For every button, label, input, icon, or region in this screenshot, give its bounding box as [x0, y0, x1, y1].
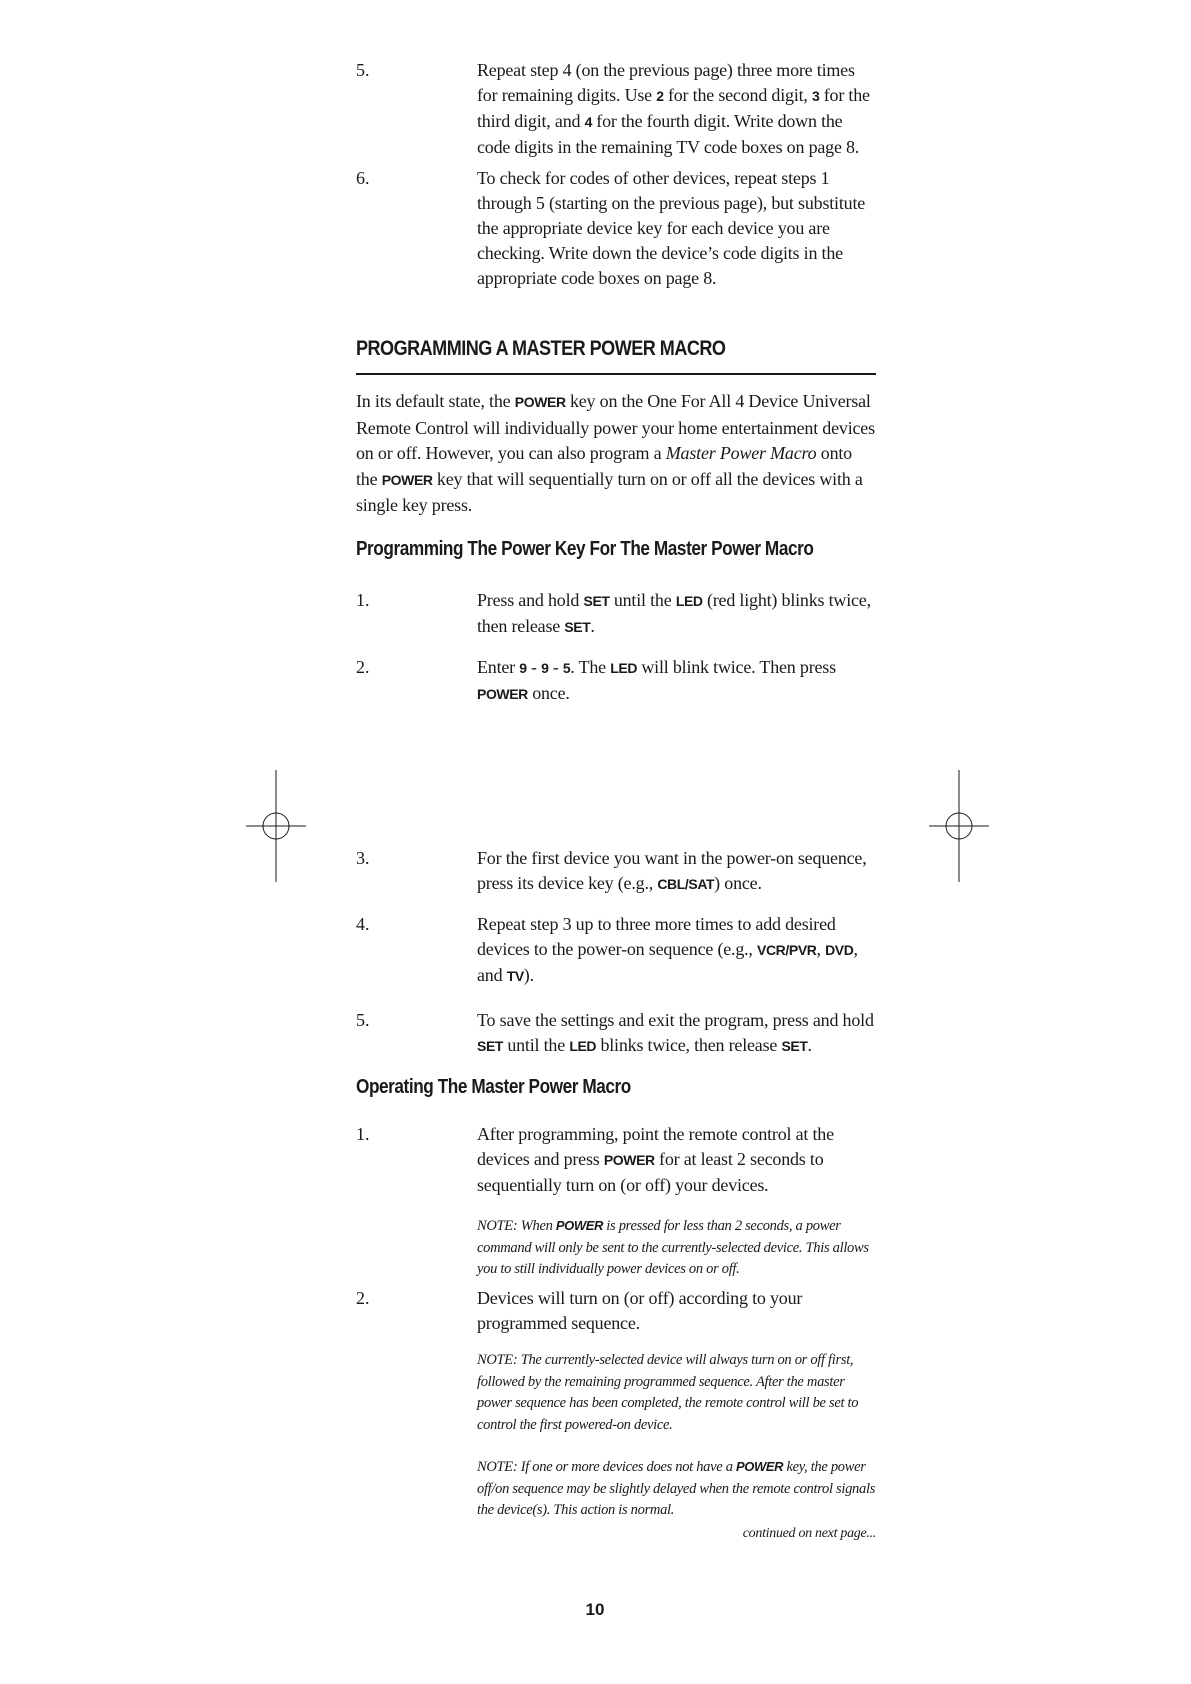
key-label: 9 [541, 660, 549, 676]
key-label: 2 [656, 88, 664, 104]
text-run: In its default state, the [356, 391, 515, 411]
text-run: until the [609, 590, 676, 610]
step-text [477, 1008, 876, 1059]
key-label: LED [610, 660, 638, 676]
step-text [477, 846, 876, 897]
step-text [477, 1286, 876, 1336]
subsection-title-operating: Operating The Master Power Macro [356, 1076, 631, 1098]
step-number: 4. [356, 914, 370, 934]
registration-mark-left-icon [246, 770, 306, 882]
step-number: 5. [356, 60, 370, 80]
key-label: 5 [562, 660, 571, 676]
step-number: 6. [356, 168, 370, 188]
step-number: 5. [356, 1010, 370, 1030]
text-run: for the second digit, [663, 85, 813, 105]
text-run: , and [477, 939, 858, 985]
step-number: 2. [356, 657, 370, 677]
step-text [477, 588, 876, 640]
text-run: After programming, point the remote control at the devices and press [477, 1124, 834, 1169]
text-run: is pressed for less than 2 seconds, a power command will only be sent to the currently-selected device. This allows you to still individually power devices on or off. [477, 1218, 869, 1277]
key-label: DVD [825, 942, 854, 958]
emphasis-text: Master Power Macro [665, 443, 817, 463]
text-run: Press and hold [477, 590, 584, 610]
key-label: SET [564, 619, 591, 635]
text-run: onto the [356, 443, 852, 489]
key-label: 9 [519, 660, 527, 676]
text-run: Enter [477, 657, 520, 677]
step-text [477, 1122, 876, 1198]
step-text [477, 912, 876, 989]
text-run: To save the settings and exit the program, press and hold [477, 1010, 874, 1030]
note-selected-device [477, 1350, 876, 1436]
text-run: . [807, 1035, 812, 1055]
key-label: CBL/SAT [657, 876, 715, 892]
step-text [477, 58, 876, 160]
subsection-title-programming: Programming The Power Key For The Master Power Macro [356, 538, 814, 560]
step-number: 3. [356, 848, 370, 868]
text-run: . The [570, 657, 611, 677]
text-run: . [590, 616, 595, 636]
key-label: 3 [812, 88, 820, 104]
note-missing-power-key [477, 1456, 876, 1522]
section-title: PROGRAMMING A MASTER POWER MACRO [356, 337, 726, 360]
text-run: once. [527, 683, 570, 703]
text-run: - [548, 657, 563, 677]
text-run: until the [503, 1035, 570, 1055]
key-label: LED [675, 593, 703, 609]
text-run: Repeat step 3 up to three more times to add desired devices to the power-on sequence (e.g., [477, 914, 836, 959]
text-run: for the fourth digit. Write down the code digits in the remaining TV code boxes on page 8. [477, 111, 860, 157]
text-run: NOTE: If one or more devices does not have a [477, 1459, 736, 1475]
key-label: POWER [514, 394, 566, 410]
text-run: key that will sequentially turn on or off all the devices with a single key press. [356, 468, 863, 515]
key-label: POWER [381, 471, 433, 488]
text-run: for the third digit, and [477, 85, 870, 131]
text-run: NOTE: When [477, 1218, 556, 1234]
key-label: POWER [603, 1152, 655, 1168]
key-label: SET [477, 1038, 504, 1054]
section-divider [356, 373, 876, 375]
step-text [477, 166, 876, 291]
key-label: SET [583, 593, 610, 609]
key-label: TV [506, 968, 524, 984]
text-run: Devices will turn on (or off) according to your programmed sequence. [477, 1288, 803, 1333]
text-run: For the first device you want in the power-on sequence, press its device key (e.g., [477, 848, 867, 893]
text-run: key on the One For All 4 Device Universal Remote Control will individually power your home entertainment devices on or off. However, you can also program a [356, 391, 875, 463]
key-label: POWER [736, 1459, 784, 1474]
note-short-press [477, 1215, 876, 1281]
intro-paragraph [356, 389, 876, 519]
registration-mark-right-icon [929, 770, 989, 882]
step-number: 2. [356, 1288, 370, 1308]
key-label: LED [569, 1038, 597, 1054]
text-run: blinks twice, then release [596, 1035, 782, 1055]
key-label: SET [781, 1038, 808, 1054]
text-run: for at least 2 seconds to sequentially turn on (or off) your devices. [477, 1149, 824, 1195]
text-run: , [816, 939, 826, 959]
key-label: POWER [477, 686, 528, 702]
text-run: To check for codes of other devices, repeat steps 1 through 5 (starting on the previous page), but substitute the appropriate device key for each device you are checking. Write down the device’s code digits in the appropriate code boxes on page 8. [477, 168, 866, 288]
text-run: ) once. [714, 873, 762, 893]
text-run: key, the power off/on sequence may be slightly delayed when the remote control signals the device(s). This action is normal. [477, 1459, 876, 1518]
step-text [477, 655, 876, 707]
text-run: - [526, 657, 542, 677]
continued-notice: continued on next page... [742, 1526, 876, 1541]
key-label: 4 [584, 114, 592, 130]
text-run: (red light) blinks twice, then release [477, 590, 871, 636]
step-number: 1. [356, 1124, 370, 1144]
key-label: POWER [555, 1218, 603, 1233]
text-run: NOTE: The currently-selected device will always turn on or off first, followed by the remaining programmed sequence. After the master power sequence has been completed, the remote control will be set to control the first powered-on device. [477, 1352, 859, 1433]
text-run: will blink twice. Then press [637, 657, 836, 677]
key-label: VCR/PVR [757, 942, 817, 958]
page-number: 10 [585, 1600, 605, 1619]
step-number: 1. [356, 590, 370, 610]
text-run: Repeat step 4 (on the previous page) three more times for remaining digits. Use [477, 60, 855, 105]
text-run: ). [523, 965, 534, 985]
